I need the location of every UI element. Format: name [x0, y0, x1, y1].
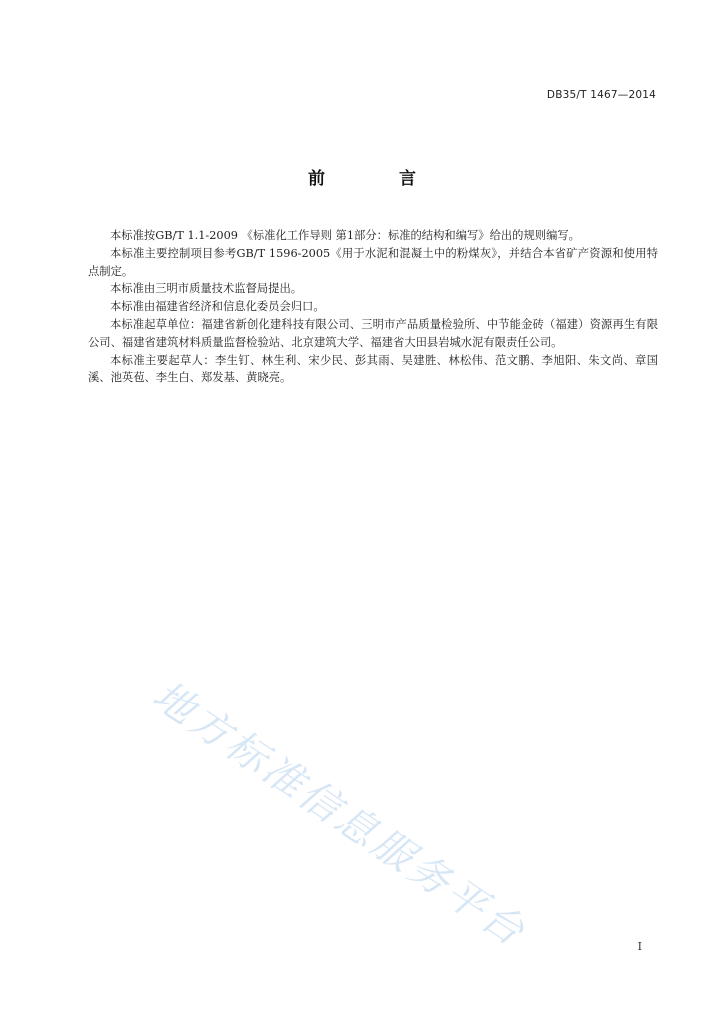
preface-body — [88, 227, 658, 387]
paragraph-proposer: 本标准由三明市质量技术监督局提出。 — [110, 282, 303, 296]
page-title: 前 言 — [308, 169, 450, 189]
paragraph-drafting-units: 本标准起草单位：福建省新创化建科技有限公司、三明市产品质量检验所、中节能金砖（福建）资源再生有限公司、福建省建筑材料质量监督检验站、北京建筑大学、福建省大田县岩城水泥有限责任公司。 — [88, 317, 658, 349]
paragraph-reference: 本标准主要控制项目参考GB/T 1596-2005《用于水泥和混凝土中的粉煤灰》，并结合本省矿产资源和使用特点制定。 — [88, 246, 658, 278]
standard-code: DB35/T 1467—2014 — [546, 89, 656, 101]
page-number: I — [637, 940, 642, 953]
watermark: 地方标准信息服务平台 — [144, 672, 535, 957]
paragraph-drafting-rules: 本标准按GB/T 1.1-2009 《标准化工作导则 第1部分：标准的结构和编写》给出的规则编写。 — [110, 229, 580, 242]
paragraph-administrator: 本标准由福建省经济和信息化委员会归口。 — [110, 300, 325, 314]
paragraph-drafters: 本标准主要起草人：李生钉、林生利、宋少民、彭其雨、吴建胜、林松伟、范文鹏、李旭阳、朱文尚、章国溪、池英苞、李生白、郑发基、黄晓亮。 — [88, 353, 658, 385]
